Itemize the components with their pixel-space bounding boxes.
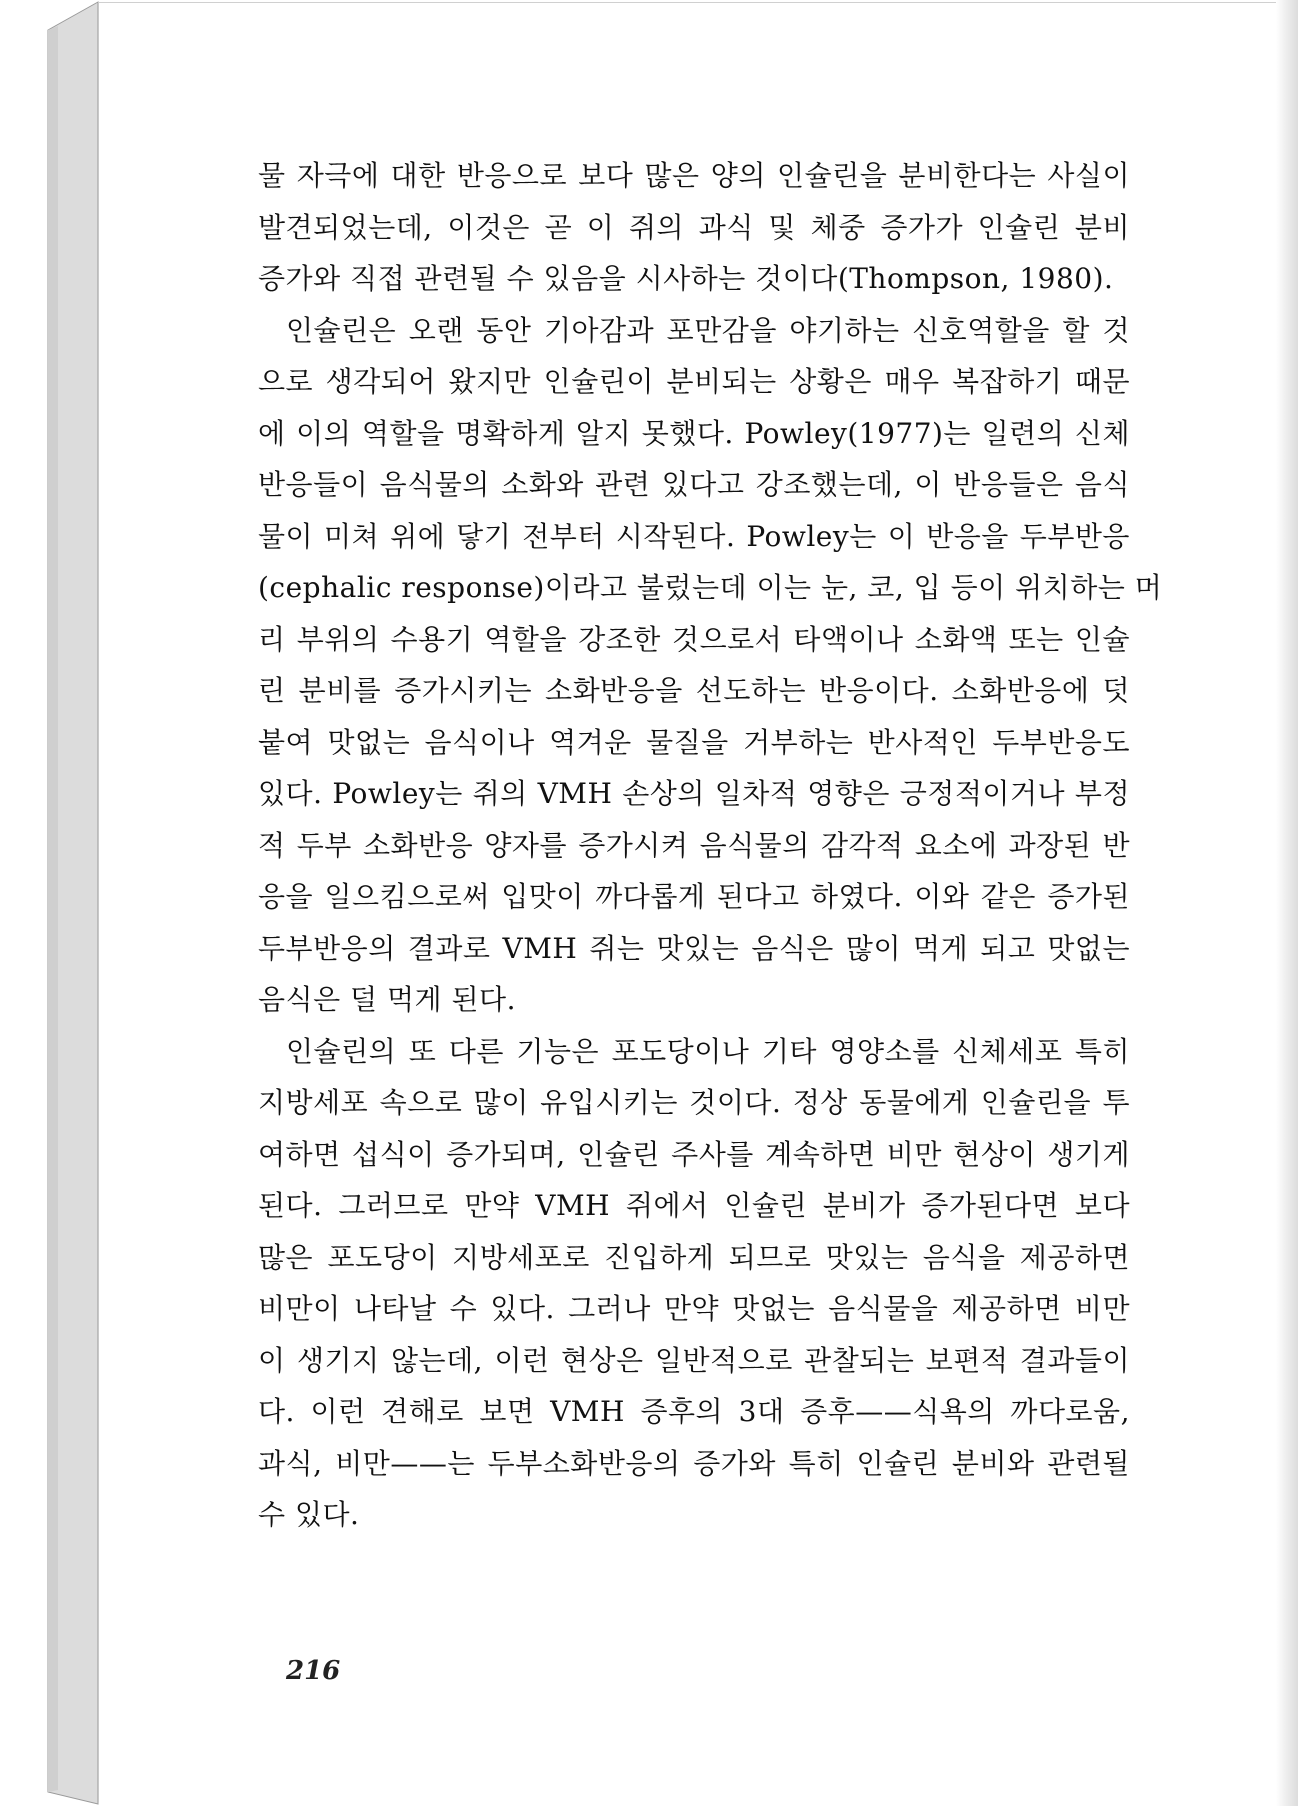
text-line: 적 두부 소화반응 양자를 증가시켜 음식물의 감각적 요소에 과장된 반	[258, 828, 1130, 862]
text-line: 물이 미쳐 위에 닿기 전부터 시작된다. Powley는 이 반응을 두부반응	[258, 519, 1130, 553]
text-line: 음식은 덜 먹게 된다.	[258, 983, 516, 1016]
text-line: (cephalic response)이라고 불렀는데 이는 눈, 코, 입 등이 위치하는 머	[258, 571, 1163, 604]
text-line: 발견되었는데, 이것은 곧 이 쥐의 과식 및 체중 증가가 인슐린 분비	[258, 210, 1130, 244]
text-line: 많은 포도당이 지방세포로 진입하게 되므로 맛있는 음식을 제공하면	[258, 1240, 1130, 1274]
page-edge-shadow	[1276, 0, 1298, 1806]
text-line: 인슐린의 또 다른 기능은 포도당이나 기타 영양소를 신체세포 특히	[286, 1034, 1130, 1068]
text-line: 붙여 맛없는 음식이나 역겨운 물질을 거부하는 반사적인 두부반응도	[258, 725, 1130, 759]
text-line: 지방세포 속으로 많이 유입시키는 것이다. 정상 동물에게 인슐린을 투	[258, 1086, 1130, 1119]
text-line: 인슐린은 오랜 동안 기아감과 포만감을 야기하는 신호역할을 할 것	[286, 313, 1130, 347]
text-line: 두부반응의 결과로 VMH 쥐는 맛있는 음식은 많이 먹게 되고 맛없는	[258, 931, 1130, 965]
text-line: 물 자극에 대한 반응으로 보다 많은 양의 인슐린을 분비한다는 사실이	[258, 159, 1130, 192]
page-number: 216	[286, 1656, 341, 1686]
text-line: 증가와 직접 관련될 수 있음을 시사하는 것이다(Thompson, 1980).	[258, 262, 1114, 295]
text-line: 이 생기지 않는데, 이런 현상은 일반적으로 관찰되는 보편적 결과들이	[258, 1343, 1130, 1377]
text-line: 에 이의 역할을 명확하게 알지 못했다. Powley(1977)는 일련의 신체	[258, 416, 1130, 450]
text-line: 리 부위의 수용기 역할을 강조한 것으로서 타액이나 소화액 또는 인슐	[258, 622, 1130, 656]
text-line: 수 있다.	[258, 1498, 360, 1531]
text-line: 있다. Powley는 쥐의 VMH 손상의 일차적 영향은 긍정적이거나 부정	[258, 777, 1130, 810]
text-line: 비만이 나타날 수 있다. 그러나 만약 맛없는 음식물을 제공하면 비만	[258, 1292, 1130, 1325]
text-line: 응을 일으킴으로써 입맛이 까다롭게 된다고 하였다. 이와 같은 증가된	[258, 880, 1130, 913]
text-line: 된다. 그러므로 만약 VMH 쥐에서 인슐린 분비가 증가된다면 보다	[258, 1189, 1130, 1222]
text-line: 린 분비를 증가시키는 소화반응을 선도하는 반응이다. 소화반응에 덧	[258, 674, 1130, 707]
body-text	[258, 150, 1163, 1541]
text-line: 과식, 비만——는 두부소화반응의 증가와 특히 인슐린 분비와 관련될	[258, 1446, 1130, 1480]
text-line: 으로 생각되어 왔지만 인슐린이 분비되는 상황은 매우 복잡하기 때문	[258, 365, 1130, 398]
text-line: 여하면 섭식이 증가되며, 인슐린 주사를 계속하면 비만 현상이 생기게	[258, 1137, 1130, 1171]
text-line: 반응들이 음식물의 소화와 관련 있다고 강조했는데, 이 반응들은 음식	[258, 468, 1130, 501]
text-line: 다. 이런 견해로 보면 VMH 증후의 3대 증후——식욕의 까다로움,	[258, 1395, 1130, 1428]
